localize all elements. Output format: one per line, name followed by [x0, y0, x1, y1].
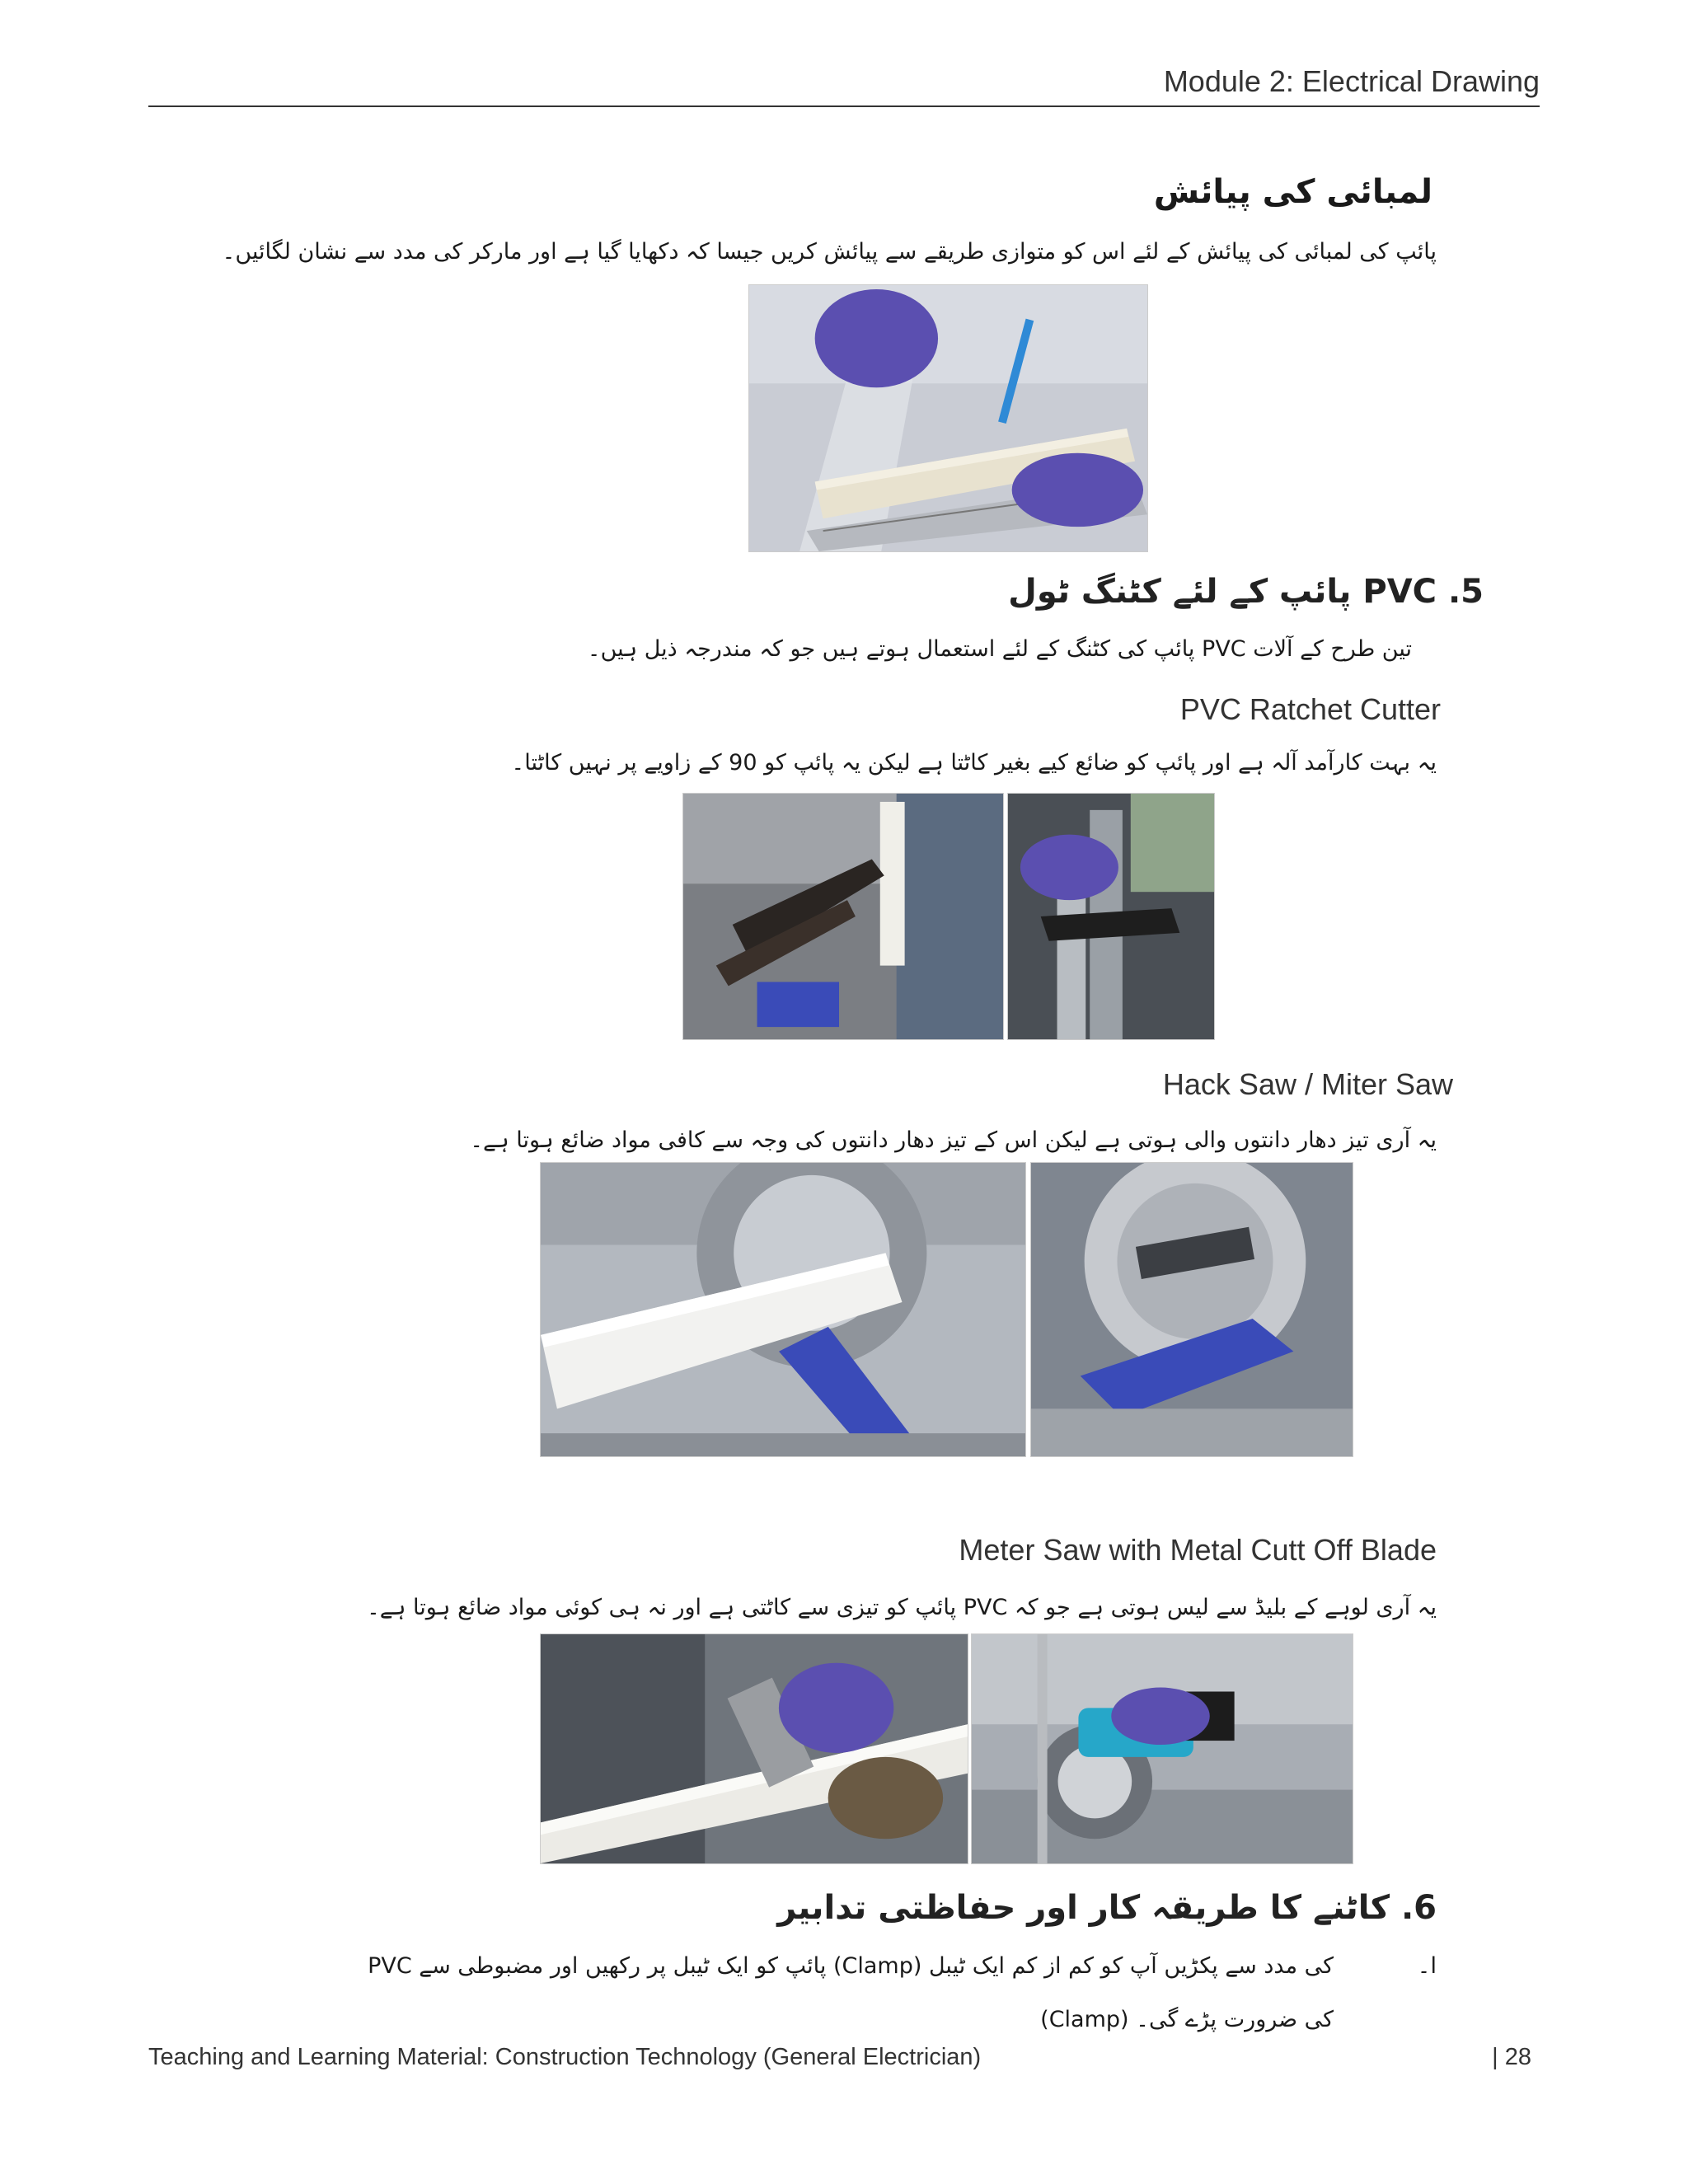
- section6-item-line1: PVC پائپ کو ایک ٹیبل پر رکھیں اور مضبوطی سے (Clamp) کی مدد سے پکڑیں آپ کو کم از کم ایک ٹیبل: [368, 1953, 1334, 1979]
- section6-item-marker: ا۔: [1417, 1953, 1437, 1979]
- measure-heading: لمبائی کی پیائش: [1153, 173, 1432, 211]
- section5-title: PVC پائپ کے لئے کٹنگ ٹول: [1008, 573, 1437, 611]
- ratchet-cutter-photo-2: [1007, 793, 1215, 1040]
- section6-number: 6.: [1400, 1889, 1437, 1927]
- pipe-measuring-photo: [748, 284, 1148, 552]
- tool3-text: یہ آری لوہے کے بلیڈ سے لیس ہوتی ہے جو کہ PVC پائپ کو تیزی سے کاٹتی ہے اور نہ ہی کوئی مواد ضائع ہوتا ہے۔: [366, 1595, 1437, 1620]
- module-title: Module 2: Electrical Drawing: [1163, 64, 1540, 98]
- tool1-name: PVC Ratchet Cutter: [1179, 692, 1441, 726]
- tool2-text: یہ آری تیز دھار دانتوں والی ہوتی ہے لیکن اس کے تیز دھار دانتوں کی وجہ سے کافی مواد ضائع ہوتا ہے۔: [470, 1127, 1437, 1153]
- section5-number: 5.: [1447, 573, 1484, 611]
- measure-text: پائپ کی لمبائی کی پیائش کے لئے اس کو متوازی طریقے سے پیائش کریں جیسا کہ دکھایا گیا ہے اور مارکر کی مدد سے نشان لگائیں۔: [222, 239, 1437, 265]
- ratchet-cutter-photo-1: [682, 793, 1004, 1040]
- metal-saw-photo-1: [540, 1633, 968, 1864]
- section5-heading: [1008, 573, 1484, 611]
- section6-heading: [777, 1889, 1437, 1927]
- tool2-name: Hack Saw / Miter Saw: [1162, 1067, 1453, 1101]
- miter-saw-photo-2: [1030, 1162, 1353, 1457]
- footer-title: Teaching and Learning Material: Construction Technology (General Electrician): [148, 2044, 982, 2070]
- header-divider: [148, 105, 1540, 107]
- tool3-name: Meter Saw with Metal Cutt Off Blade: [959, 1533, 1437, 1567]
- section6-title: کاٹنے کا طریقہ کار اور حفاظتی تدابیر: [777, 1889, 1390, 1927]
- section5-text: تین طرح کے آلات PVC پائپ کی کٹنگ کے لئے استعمال ہوتے ہیں جو کہ مندرجہ ذیل ہیں۔: [587, 636, 1412, 662]
- page-number: | 28: [1492, 2044, 1531, 2070]
- section6-item-line2: (Clamp) کی ضرورت پڑے گی۔: [1040, 2007, 1334, 2032]
- tool1-text: یہ بہت کارآمد آلہ ہے اور پائپ کو ضائع کیے بغیر کاٹتا ہے لیکن یہ پائپ کو 90 کے زاویے پر نہیں کاٹتا۔: [511, 750, 1437, 776]
- miter-saw-photo-1: [540, 1162, 1026, 1457]
- metal-saw-photo-2: [971, 1633, 1353, 1864]
